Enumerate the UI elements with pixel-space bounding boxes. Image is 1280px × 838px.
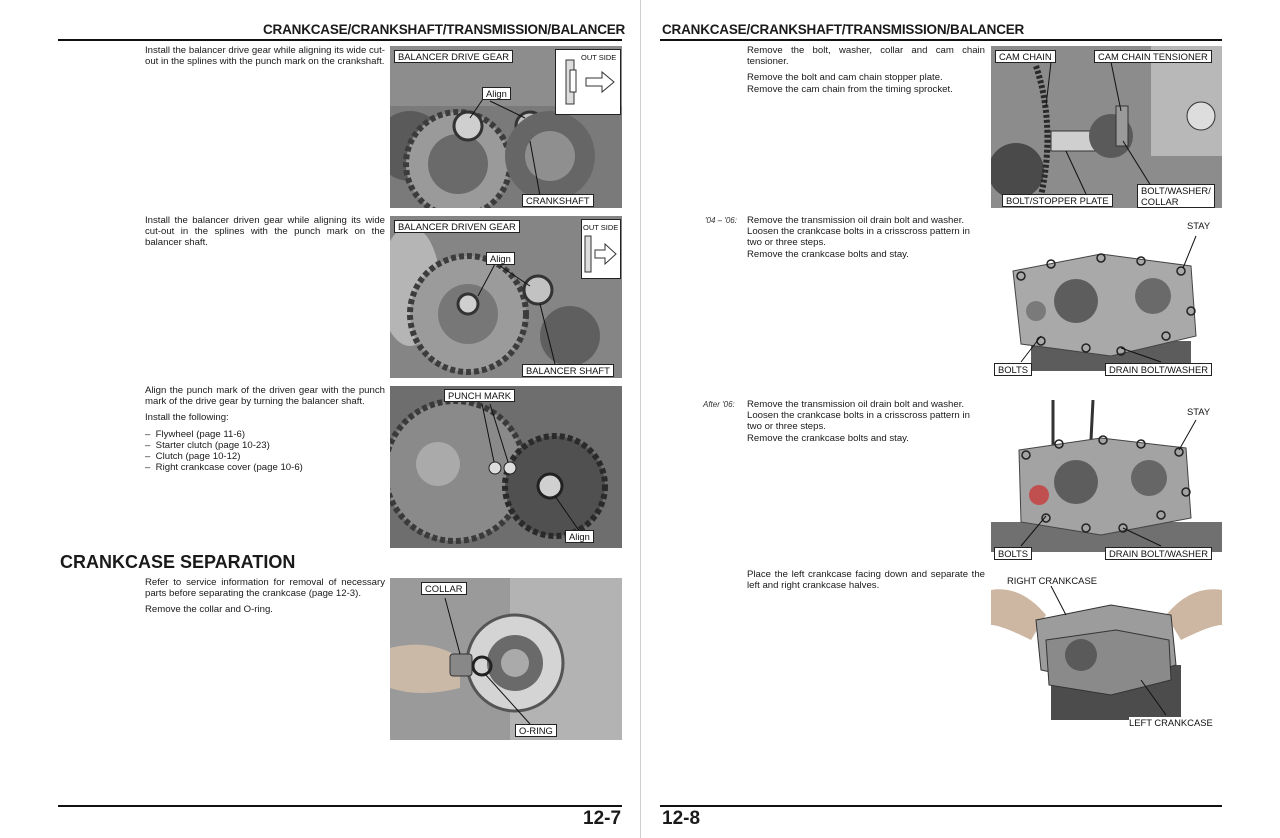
figure-crankcase-bolts-early [991,216,1222,378]
step-text: Install the balancer driven gear while aligning its wide cut-out in the splines with the punch mark on the balancer shaft. [145,215,385,249]
right-page-header: CRANKCASE/CRANKSHAFT/TRANSMISSION/BALANCER [662,22,1025,37]
install-list [145,429,385,474]
section-title: CRANKCASE SEPARATION [60,552,296,572]
list-item: – Flywheel (page 11-6) [145,428,246,440]
gear-photo-illustration [390,578,622,740]
crankcase-photo-illustration [991,400,1222,562]
step-separate-halves [747,569,985,596]
step-install-drive-gear [145,45,385,72]
right-footer-rule [660,805,1222,807]
arrow-icon [582,220,620,278]
step-text: Refer to service information for removal of necessary parts before separating the crankcase (page 12-3). [145,577,385,600]
label-bolts: BOLTS [994,363,1032,376]
page-gutter [640,0,641,838]
inset-outside-diagram [555,49,621,115]
list-item: – Right crankcase cover (page 10-6) [145,462,303,474]
label-balancer-drive-gear: BALANCER DRIVE GEAR [394,50,513,63]
label-bolt-stopper-plate: BOLT/STOPPER PLATE [1002,194,1113,207]
step-text: Remove the bolt and cam chain stopper plate. [747,72,943,84]
label-align: Align [486,252,515,265]
label-align: Align [482,87,511,100]
gear-photo-illustration [390,386,622,548]
label-balancer-shaft: BALANCER SHAFT [522,364,614,377]
figure-separate-crankcase [991,570,1222,732]
model-note: After '06: [703,400,735,409]
step-align-punch-marks [145,385,385,473]
label-balancer-driven-gear: BALANCER DRIVEN GEAR [394,220,520,233]
step-remove-tensioner [747,45,985,100]
label-stay: STAY [1187,220,1211,231]
label-bolt-washer-collar: BOLT/WASHER/ COLLAR [1137,184,1215,208]
figure-balancer-driven-gear [390,216,622,378]
step-text: Remove the collar and O-ring. [145,604,273,616]
right-header-rule [660,39,1222,41]
step-text: Remove the crankcase bolts and stay. [747,432,909,444]
page-number: 12-8 [662,808,701,829]
model-note: '04 – '06: [705,216,737,225]
step-remove-bolts-early [747,215,985,260]
install-intro: Install the following: [145,412,229,424]
figure-balancer-drive-gear [390,46,622,208]
step-text: Remove the crankcase bolts and stay. [747,248,909,260]
step-text: Remove the bolt, washer, collar and cam chain tensioner. [747,45,985,68]
step-text: Loosen the crankcase bolts in a crisscross pattern in two or three steps. [747,410,970,433]
label-drain-bolt-washer: DRAIN BOLT/WASHER [1105,363,1212,376]
label-left-crankcase: LEFT CRANKCASE [1129,717,1213,728]
inset-outside-diagram [581,219,621,279]
crankcase-photo-illustration [991,570,1222,732]
figure-crankcase-bolts-late [991,400,1222,562]
crankcase-photo-illustration [991,216,1222,378]
list-item: – Clutch (page 10-12) [145,451,241,463]
label-punch-mark: PUNCH MARK [444,389,515,402]
left-page-header: CRANKCASE/CRANKSHAFT/TRANSMISSION/BALANCER [263,22,626,37]
list-item: – Starter clutch (page 10-23) [145,439,270,451]
label-o-ring: O-RING [515,724,557,737]
step-crankcase-separation [145,577,385,621]
label-stay: STAY [1187,406,1211,417]
step-text: Loosen the crankcase bolts in a crisscross pattern in two or three steps. [747,226,970,249]
inset-label: OUT SIDE [581,53,617,62]
figure-punch-mark [390,386,622,548]
label-right-crankcase: RIGHT CRANKCASE [1007,575,1097,586]
figure-collar-oring [390,578,622,740]
label-cam-chain: CAM CHAIN [995,50,1056,63]
left-header-rule [58,39,622,41]
label-drain-bolt-washer: DRAIN BOLT/WASHER [1105,547,1212,560]
step-text: Remove the transmission oil drain bolt and washer. [747,399,965,410]
step-install-driven-gear [145,215,385,254]
step-text: Install the balancer drive gear while aligning its wide cut-out in the splines with the punch mark on the crankshaft. [145,45,385,68]
page-number: 12-7 [583,808,622,829]
inset-label: OUT SIDE [583,223,619,232]
label-align: Align [565,530,594,543]
label-bolts: BOLTS [994,547,1032,560]
step-text: Remove the cam chain from the timing sprocket. [747,83,953,95]
step-text: Place the left crankcase facing down and separate the left and right crankcase halves. [747,569,985,592]
step-text: Align the punch mark of the driven gear with the punch mark of the drive gear by turning the balancer shaft. [145,385,385,408]
arrow-icon [556,50,620,114]
label-crankshaft: CRANKSHAFT [522,194,594,207]
left-footer-rule [58,805,622,807]
label-collar: COLLAR [421,582,467,595]
figure-cam-chain [991,46,1222,208]
step-remove-bolts-late [747,399,985,444]
label-cam-chain-tensioner: CAM CHAIN TENSIONER [1094,50,1212,63]
step-text: Remove the transmission oil drain bolt and washer. [747,215,965,226]
